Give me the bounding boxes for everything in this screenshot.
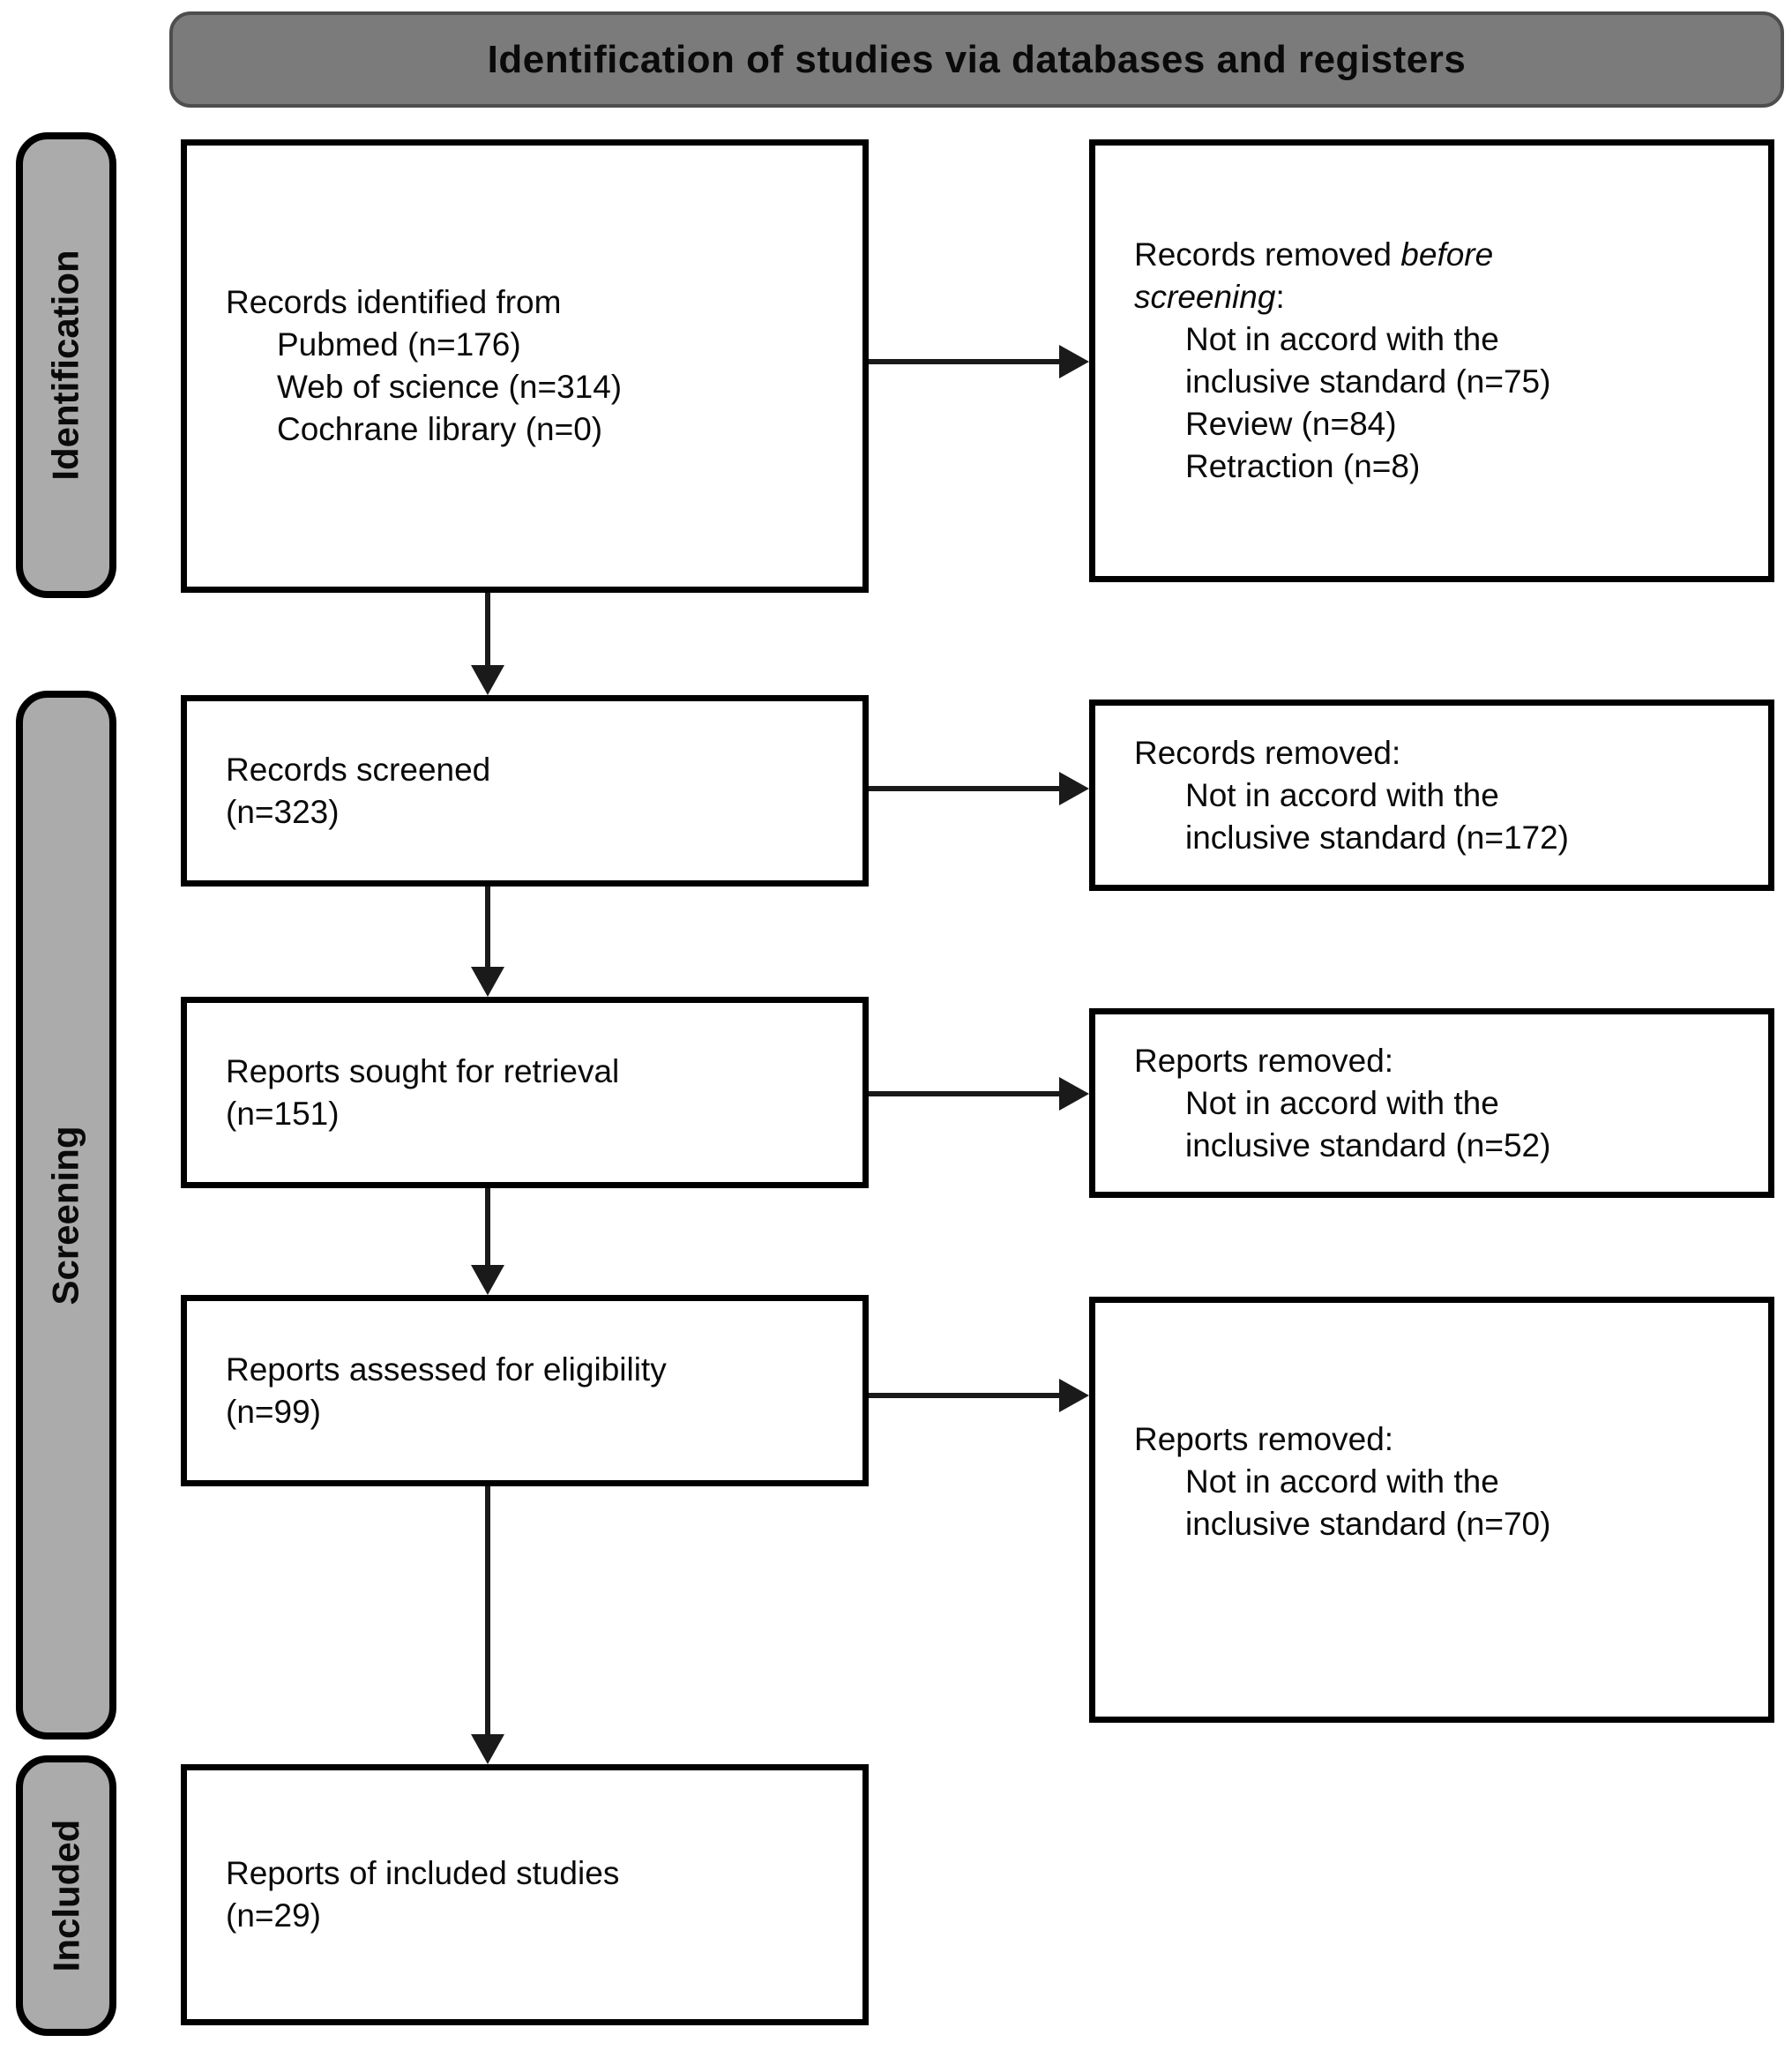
text-segment-italic: screening xyxy=(1134,279,1276,315)
box-reports-removed-retrieval-content xyxy=(1095,1040,1573,1167)
text-line: (n=323) xyxy=(226,793,340,830)
text-line: Not in accord with the xyxy=(1185,321,1499,357)
text-line: Cochrane library (n=0) xyxy=(277,411,603,447)
text-line: (n=99) xyxy=(226,1393,321,1430)
text-line: inclusive standard (n=52) xyxy=(1185,1126,1551,1163)
box-records-screened-content xyxy=(187,749,513,834)
box-reports-removed-eligibility-content xyxy=(1095,1418,1573,1602)
text-line: Pubmed (n=176) xyxy=(277,326,521,363)
text-line: Reports sought for retrieval xyxy=(226,1052,620,1089)
banner-title: Identification of studies via databases and registers xyxy=(487,37,1467,81)
arrow-shaft xyxy=(485,1486,490,1736)
box-reports-sought xyxy=(181,997,869,1188)
arrow-shaft xyxy=(869,786,1061,791)
text-segment: : xyxy=(1275,279,1285,315)
stage-label-identification xyxy=(16,132,116,598)
text-line: Not in accord with the xyxy=(1185,1463,1499,1500)
arrow-head xyxy=(471,665,504,695)
text-line: (n=151) xyxy=(226,1095,340,1132)
arrow-shaft xyxy=(485,593,490,670)
text-line: Retraction (n=8) xyxy=(1185,448,1421,484)
text-line: inclusive standard (n=75) xyxy=(1185,363,1551,400)
banner xyxy=(169,11,1784,108)
box-reports-included-content xyxy=(187,1852,642,1937)
text-line: Reports removed: xyxy=(1134,1042,1394,1079)
text-segment: Records removed xyxy=(1134,236,1401,273)
arrow-shaft xyxy=(485,887,490,969)
text-line: Web of science (n=314) xyxy=(277,369,623,405)
text-line: Review (n=84) xyxy=(1185,406,1397,442)
arrow-head xyxy=(471,1265,504,1295)
arrow-head xyxy=(471,1734,504,1764)
box-reports-assessed-content xyxy=(187,1349,690,1433)
arrow-shaft xyxy=(869,1393,1061,1398)
box-reports-assessed xyxy=(181,1295,869,1486)
stage-label-included xyxy=(16,1755,116,2036)
arrow-head xyxy=(1059,1379,1089,1412)
box-reports-removed-eligibility xyxy=(1089,1297,1774,1723)
text-line: Records removed: xyxy=(1134,734,1401,771)
text-line: Records screened xyxy=(226,751,491,788)
text-line: Reports assessed for eligibility xyxy=(226,1350,667,1388)
box-records-identified xyxy=(181,139,869,593)
text-line: Reports of included studies xyxy=(226,1855,620,1891)
text-line: (n=29) xyxy=(226,1897,321,1934)
text-line xyxy=(1134,234,1550,276)
text-line xyxy=(1134,276,1550,318)
text-line: Records identified from xyxy=(226,284,562,320)
stage-label-included-text: Included xyxy=(45,1819,86,1972)
arrow-shaft xyxy=(485,1188,490,1267)
text-line: Reports removed: xyxy=(1134,1420,1394,1457)
arrow-head xyxy=(1059,1077,1089,1111)
arrow-shaft xyxy=(869,1091,1061,1096)
arrow-head xyxy=(471,967,504,997)
box-records-screened xyxy=(181,695,869,887)
arrow-head xyxy=(1059,345,1089,378)
text-line: inclusive standard (n=70) xyxy=(1185,1505,1551,1542)
stage-label-screening-text: Screening xyxy=(45,1125,87,1306)
box-records-removed-before-screening xyxy=(1089,139,1774,582)
box-reports-removed-retrieval xyxy=(1089,1008,1774,1198)
box-reports-included xyxy=(181,1764,869,2025)
box-records-removed-content xyxy=(1095,732,1592,859)
stage-label-screening xyxy=(16,691,116,1740)
text-segment-italic: before xyxy=(1400,236,1494,273)
text-line: Not in accord with the xyxy=(1185,1084,1499,1121)
stage-label-identification-text: Identification xyxy=(45,250,86,481)
box-reports-sought-content xyxy=(187,1051,642,1135)
text-line: inclusive standard (n=172) xyxy=(1185,819,1570,856)
text-line: Not in accord with the xyxy=(1185,776,1499,813)
box-records-removed xyxy=(1089,700,1774,891)
arrow-head xyxy=(1059,772,1089,805)
arrow-shaft xyxy=(869,359,1061,364)
box-records-identified-content xyxy=(187,281,645,451)
box-records-removed-before-screening-content xyxy=(1095,234,1573,488)
